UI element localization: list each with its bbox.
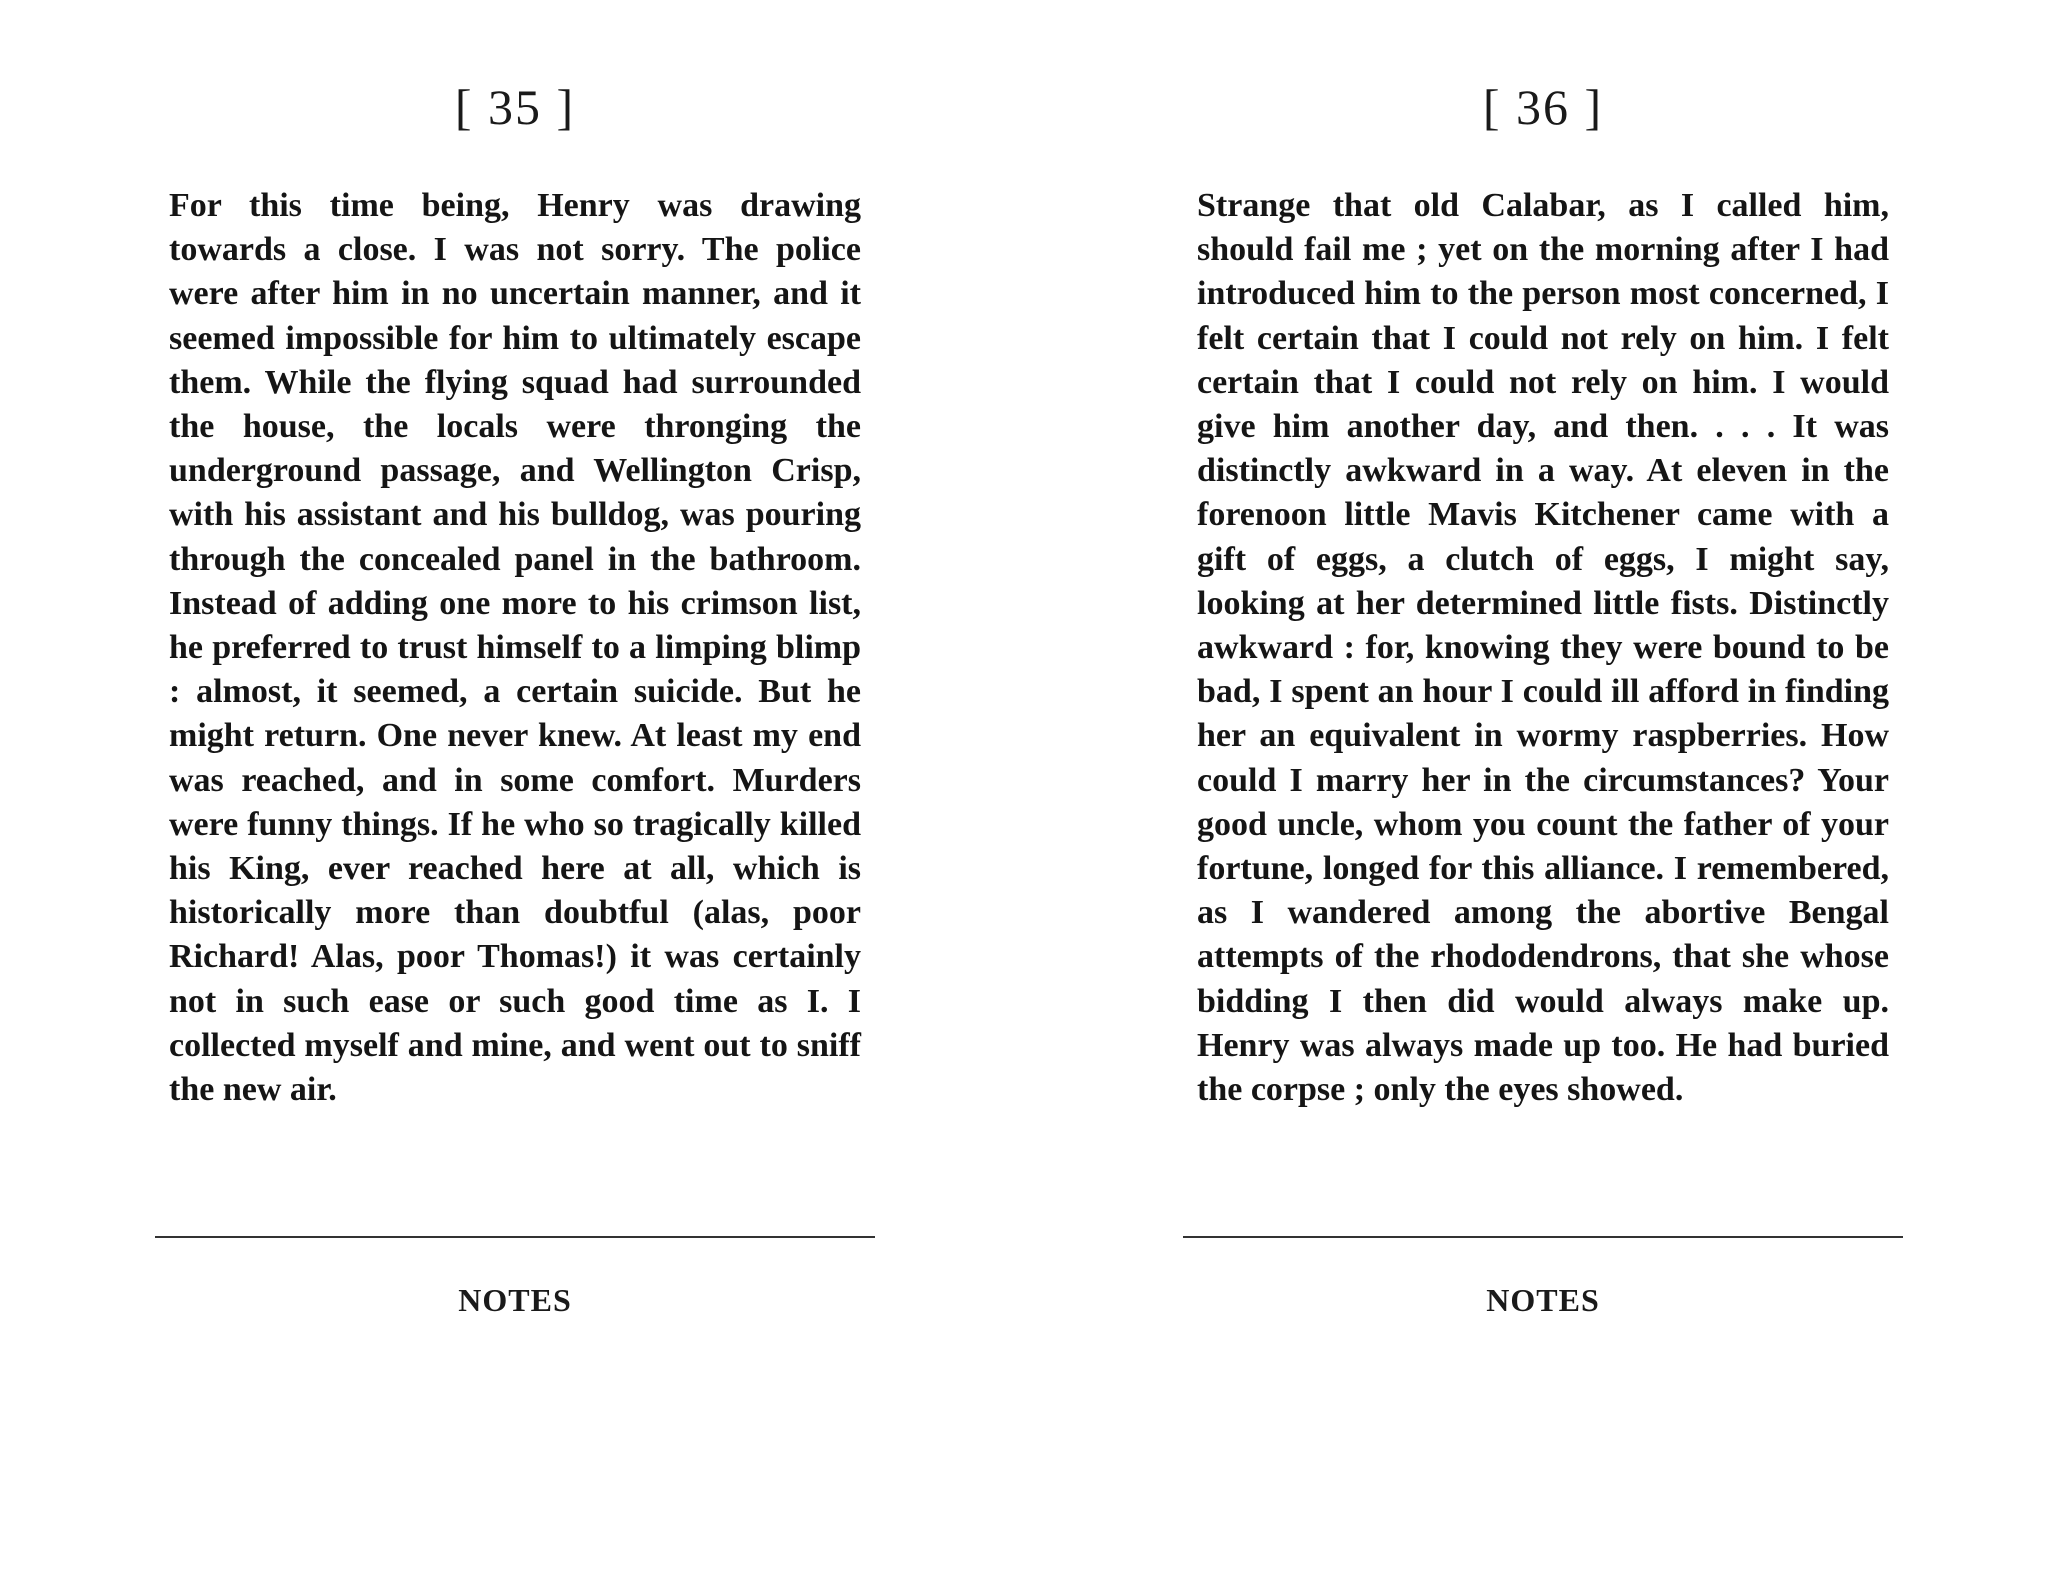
notes-heading: NOTES	[458, 1282, 572, 1318]
page-number: [ 36 ]	[1482, 79, 1604, 135]
left-page	[155, 0, 875, 1582]
body-paragraph: Strange that old Calabar, as I called him, should fail me ; yet on the morning after I had introduced him to the person most concerned, I felt certain that I could not rely on him. I felt certain that I could not rely on him. I would give him another day, and then. . . . It was distinctly awkward in a way. At eleven in the forenoon little Mavis Kitchener came with a gift of eggs, a clutch of eggs, I might say, looking at her determined little fists. Distinctly awkward : for, knowing they were bound to be bad, I spent an hour I could ill afford in finding her an equivalent in wormy raspberries. How could I marry her in the circumstances? Your good uncle, whom you count the father of your fortune, longed for this alliance. I remembered, as I wandered among the abortive Bengal attempts of the rhododendrons, that she whose bidding I then did would always make up. Henry was always made up too. He had buried the corpse ; only the eyes showed.	[1197, 187, 1889, 1109]
body-paragraph: For this time being, Henry was drawing towards a close. I was not sorry. The police were after him in no uncertain manner, and it seemed impossible for him to ultimately escape them. While the flying squad had surrounded the house, the locals were thronging the underground passage, and Wellington Crisp, with his assistant and his bulldog, was pouring through the concealed panel in the bathroom. Instead of adding one more to his crimson list, he preferred to trust himself to a limping blimp : almost, it seemed, a certain suicide. But he might return. One never knew. At least my end was reached, and in some comfort. Murders were funny things. If he who so tragically killed his King, ever reached here at all, which is historically more than doubtful (alas, poor Richard! Alas, poor Thomas!) it was certainly not in such ease or such good time as I. I collected myself and mine, and went out to sniff the new air.	[169, 187, 861, 1109]
notes-divider	[155, 1236, 875, 1238]
notes-heading: NOTES	[1486, 1282, 1600, 1318]
page-number: [ 35 ]	[454, 79, 576, 135]
right-page	[1183, 0, 1903, 1582]
notes-divider	[1183, 1236, 1903, 1238]
